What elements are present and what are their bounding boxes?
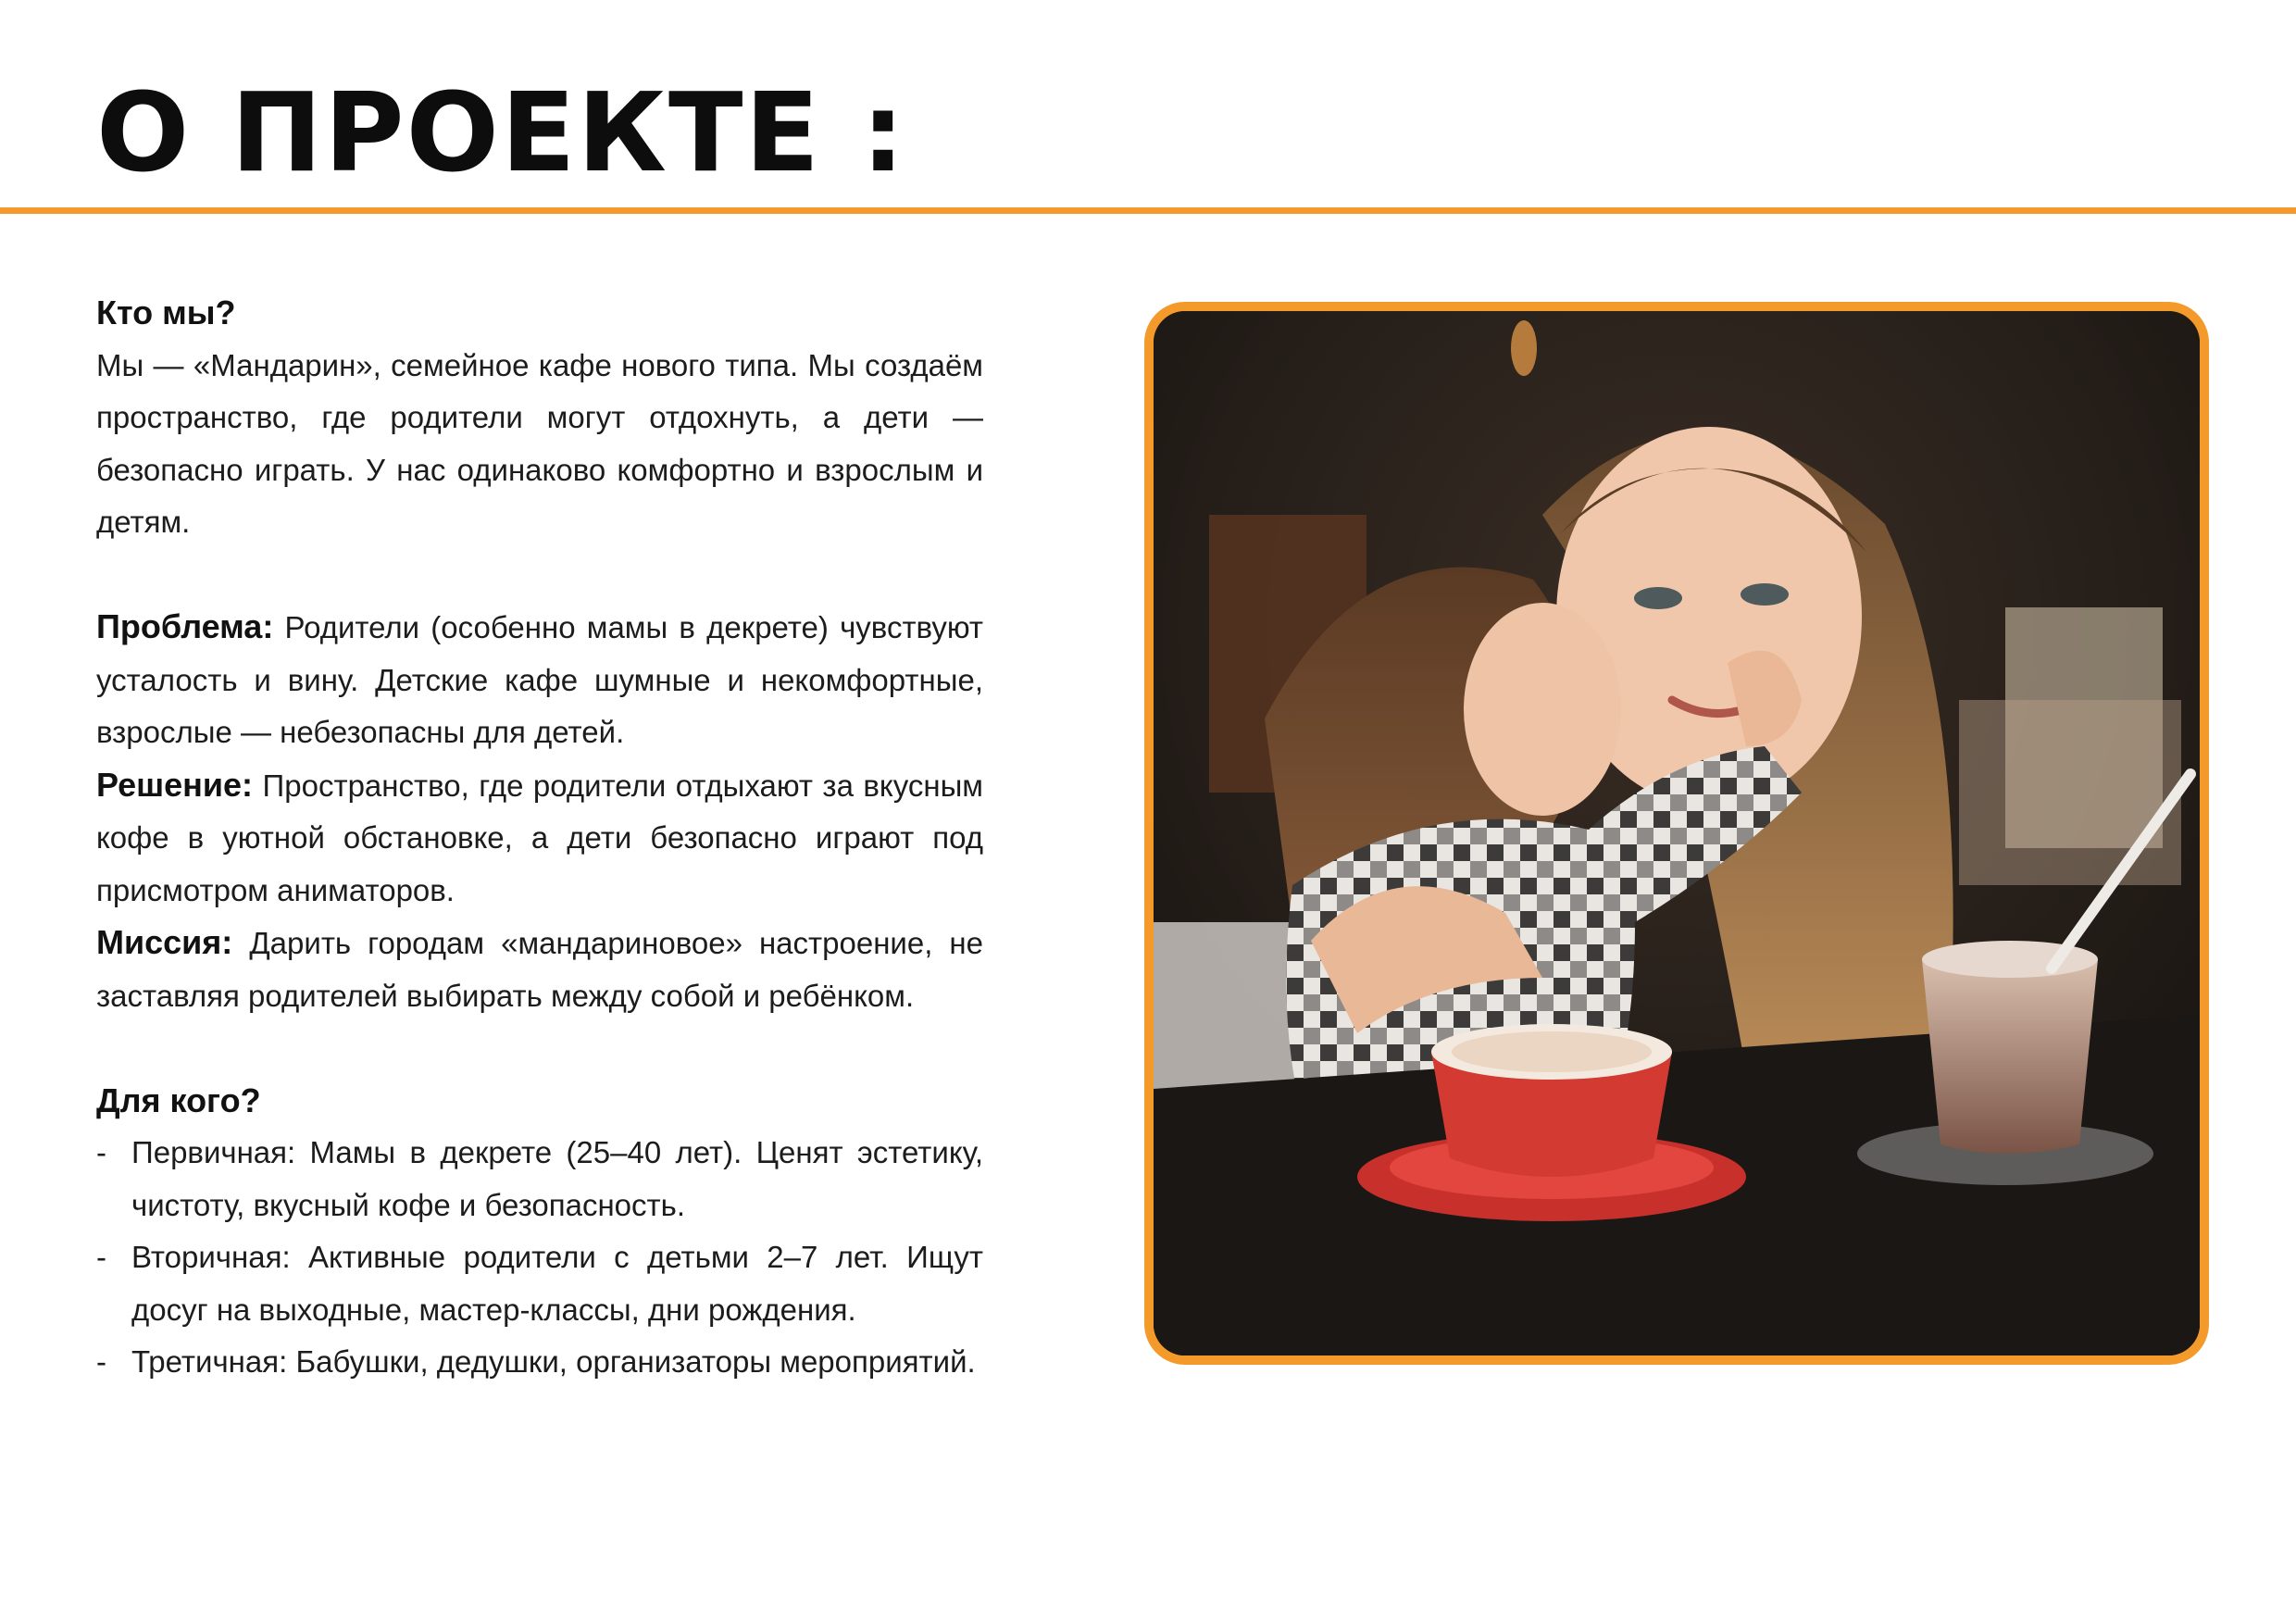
list-marker: -	[96, 1135, 106, 1169]
list-item	[96, 1127, 983, 1231]
about-text: Мы — «Мандарин», семейное кафе нового типа. Мы создаём пространство, где родители могут отдохнуть, а дети — безопасно играть. У нас одинаково комфортно и взрослым и детям.	[96, 347, 983, 539]
list-marker: -	[96, 1344, 106, 1379]
mission-text: Дарить городам «мандариновое» настроение, не заставляя родителей выбирать между собой и ребёнком.	[96, 926, 983, 1013]
list-item	[96, 1231, 983, 1336]
solution-text: Пространство, где родители отдыхают за вкусным кофе в уютной обстановке, а дети безопасно играют под присмотром аниматоров.	[96, 768, 983, 907]
audience-primary-text: Первичная: Мамы в декрете (25–40 лет). Ценят эстетику, чистоту, вкусный кофе и безопасность.	[131, 1135, 983, 1222]
page-title: О ПРОЕКТЕ :	[96, 69, 907, 196]
solution-label: Решение:	[96, 765, 254, 804]
header-divider	[0, 207, 2296, 214]
problem-paragraph	[96, 601, 983, 759]
solution-paragraph	[96, 759, 983, 918]
list-item	[96, 1336, 983, 1389]
mission-paragraph	[96, 917, 983, 1022]
mother-daughter-photo	[1144, 302, 2209, 1365]
audience-heading: Для кого?	[96, 1081, 261, 1119]
problem-label: Проблема:	[96, 607, 274, 645]
about-heading: Кто мы?	[96, 294, 236, 331]
cafe-photo-illustration	[1154, 311, 2200, 1355]
mission-label: Миссия:	[96, 923, 233, 961]
list-marker: -	[96, 1240, 106, 1274]
audience-secondary-text: Вторичная: Активные родители с детьми 2–7 лет. Ищут досуг на выходные, мастер-классы, дни рождения.	[131, 1240, 983, 1327]
audience-list	[96, 1127, 983, 1389]
project-description	[96, 287, 983, 1389]
audience-tertiary-text: Третичная: Бабушки, дедушки, организаторы мероприятий.	[131, 1344, 976, 1379]
problem-text: Родители (особенно мамы в декрете) чувствуют усталость и вину. Детские кафе шумные и некомфортные, взрослые — небезопасны для детей.	[96, 610, 984, 749]
